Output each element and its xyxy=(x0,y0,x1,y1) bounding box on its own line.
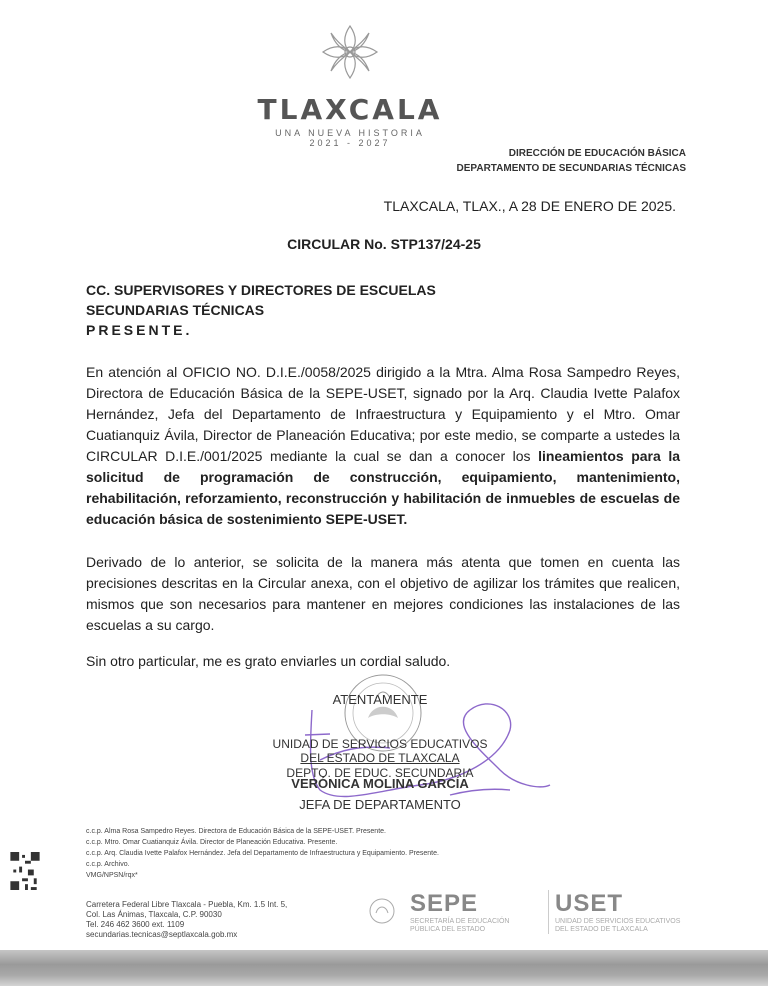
signer-name: VERÓNICA MOLINA GARCÍA xyxy=(291,776,469,791)
ccp-item: c.c.p. Mtro. Omar Cuatianquiz Ávila. Director de Planeación Educativa. Presente. xyxy=(86,839,338,846)
ccp-item: c.c.p. Arq. Claudia Ivette Palafox Hernández. Jefa del Departamento de Infraestructura y Equipamiento. Presente. xyxy=(86,850,439,857)
body-paragraph-2: Derivado de lo anterior, se solicita de la manera más atenta que tomen en cuenta las precisiones descritas en la Circular anexa, con el objetivo de agilizar los trámites que realicen, mismos que son necesarios para mantener en mejores condiciones las instalaciones de las escuelas a su cargo. xyxy=(86,554,680,633)
footer-addr-line: Carretera Federal Libre Tlaxcala - Puebla, Km. 1.5 Int. 5, xyxy=(86,900,288,909)
uset-sub-2: DEL ESTADO DE TLAXCALA xyxy=(555,926,648,933)
sepe-sub-2: PÚBLICA DEL ESTADO xyxy=(410,926,486,933)
flower-emblem-icon xyxy=(315,18,385,86)
tlaxcala-logo xyxy=(255,18,445,148)
logo-tagline: UNA NUEVA HISTORIA xyxy=(275,128,425,138)
addressee-line-1: CC. SUPERVISORES Y DIRECTORES DE ESCUELAS xyxy=(86,282,436,298)
footer-decorative-band xyxy=(0,950,768,986)
dept-line-1: DIRECCIÓN DE EDUCACIÓN BÁSICA xyxy=(508,148,686,159)
uset-word: USET xyxy=(555,890,624,917)
signer-title: JEFA DE DEPARTAMENTO xyxy=(299,797,461,812)
p1-bold-text: lineamientos para la solicitud de programación de construcción, equipamiento, mantenimiento, rehabilitación, reforzamiento, reconstrucción y habilitación de inmuebles de escuelas de educación básica de sostenimiento SEPE-USET. xyxy=(86,448,681,527)
addressee-line-3: PRESENTE. xyxy=(86,322,193,338)
addressee-block xyxy=(86,280,436,340)
sepe-word: SEPE xyxy=(410,890,479,917)
ccp-item: c.c.p. Alma Rosa Sampedro Reyes. Directora de Educación Básica de la SEPE-USET. Presente. xyxy=(86,828,386,835)
footer-address xyxy=(86,900,287,940)
ccp-item: c.c.p. Archivo. xyxy=(86,861,130,868)
document-date: TLAXCALA, TLAX., A 28 DE ENERO DE 2025. xyxy=(383,198,676,214)
dept-line-2: DEPARTAMENTO DE SECUNDARIAS TÉCNICAS xyxy=(456,163,686,174)
closing-text: ATENTAMENTE xyxy=(332,692,428,707)
uset-sub-1: UNIDAD DE SERVICIOS EDUCATIVOS xyxy=(555,918,681,925)
body-paragraph-1 xyxy=(86,362,680,530)
addressee-line-2: SECUNDARIAS TÉCNICAS xyxy=(86,302,265,318)
ccp-item: VMG/NPSN/rqx* xyxy=(86,872,138,879)
stamp-line-1: UNIDAD DE SERVICIOS EDUCATIVOS xyxy=(272,737,488,751)
department-header xyxy=(457,146,686,176)
uset-logo xyxy=(548,890,680,934)
logo-word: TLAXCALA xyxy=(257,93,443,126)
footer-addr-line: Tel. 246 462 3600 ext. 1109 xyxy=(86,920,185,929)
sepe-logo xyxy=(410,890,509,934)
qr-code-icon xyxy=(10,852,40,890)
stamp-line-3: DEPTO. DE EDUC. SECUNDARIA xyxy=(286,766,474,780)
stamp-line-2: DEL ESTADO DE TLAXCALA xyxy=(300,751,460,765)
body-paragraph-3: Sin otro particular, me es grato enviarles un cordial saludo. xyxy=(86,653,451,669)
footer-email: secundarias.tecnicas@septlaxcala.gob.mx xyxy=(86,930,238,939)
logo-years: 2021 - 2027 xyxy=(309,138,391,148)
state-emblem-icon xyxy=(362,895,402,931)
sepe-sub-1: SECRETARÍA DE EDUCACIÓN xyxy=(410,918,510,925)
ccp-list xyxy=(86,826,439,881)
footer-addr-line: Col. Las Ánimas, Tlaxcala, C.P. 90030 xyxy=(86,910,222,919)
circular-number: CIRCULAR No. STP137/24-25 xyxy=(287,236,481,252)
p1-text: En atención al OFICIO NO. D.I.E./0058/2025 dirigido a la Mtra. Alma Rosa Sampedro Reyes, Directora de Educación Básica de la SEPE-USET, signado por la Arq. Claudia Ivette Palafox Hernández, Jefa del Departamento de Infraestructura y Equipamiento y el Mtro. Omar Cuatianquiz Ávila, Director de Planeación Educativa; por este medio, se comparte a ustedes la CIRCULAR D.I.E./001/2025 mediante la cual se dan a conocer los xyxy=(86,364,680,464)
